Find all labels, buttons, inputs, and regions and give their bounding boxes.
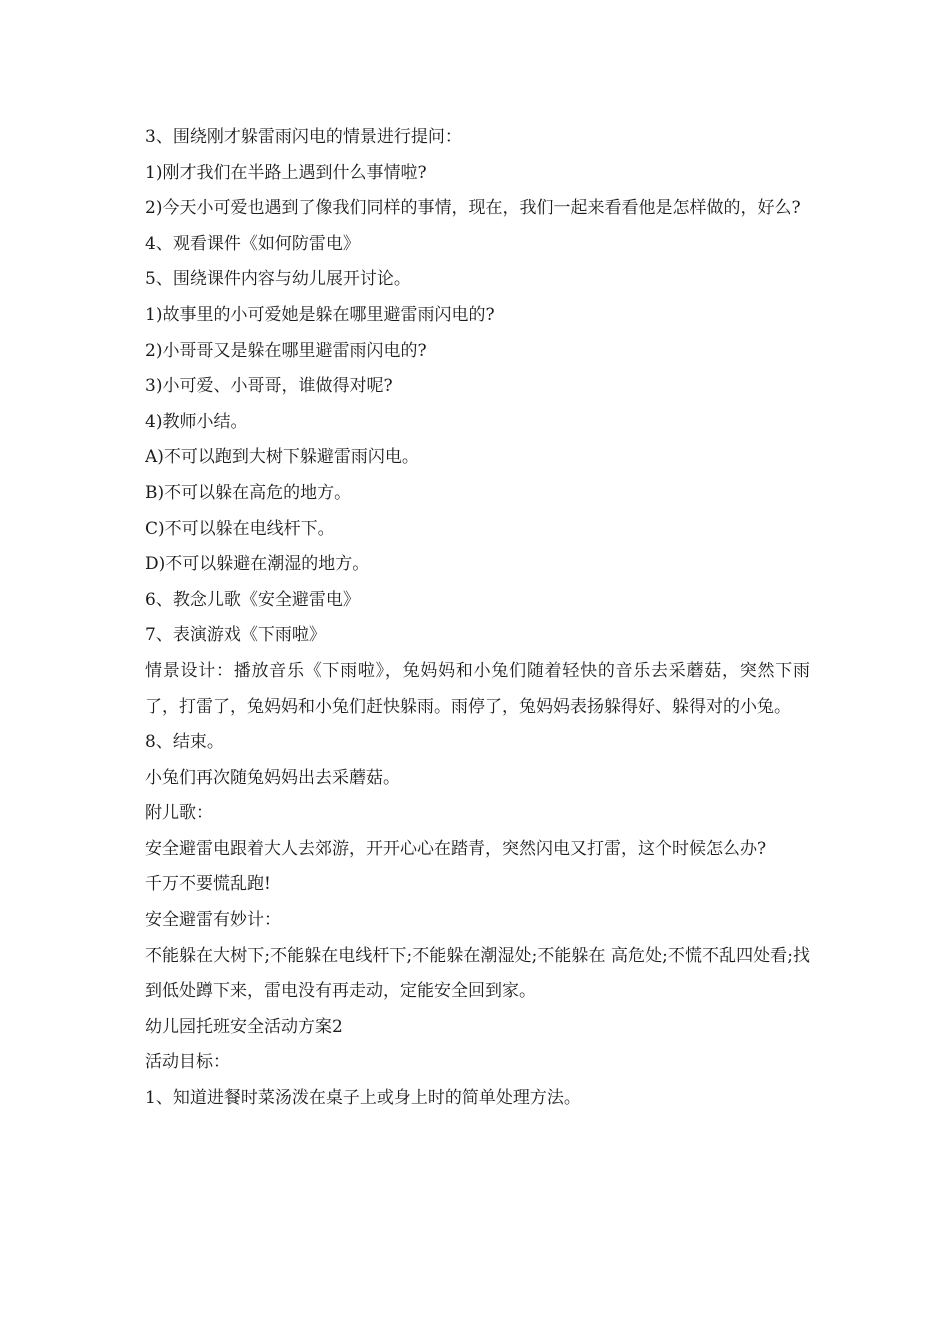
document-body [145,120,810,1117]
step-6-heading: 6、教念儿歌《安全避雷电》 [145,589,360,610]
song-line-3: 安全避雷有妙计： [145,910,281,931]
scene-design-paragraph: 情景设计：播放音乐《下雨啦》，兔妈妈和小兔们随着轻快的音乐去采蘑菇，突然下雨了，打雷了，兔妈妈和小兔们赶快躲雨。雨停了，兔妈妈表扬躲得好、躲得对的小兔。 [145,660,810,717]
ending-text: 小兔们再次随兔妈妈出去采蘑菇。 [145,767,400,788]
question-2: 2)今天小可爱也遇到了像我们同样的事情，现在，我们一起来看看他是怎样做的，好么? [145,198,801,219]
step-3-heading: 3、围绕刚才躲雷雨闪电的情景进行提问： [145,127,462,147]
summary-c: C)不可以躲在电线杆下。 [145,518,335,539]
discussion-2: 2)小哥哥又是躲在哪里避雷雨闪电的? [145,340,427,361]
summary-d: D)不可以躲避在潮湿的地方。 [145,554,370,575]
step-5-heading: 5、围绕课件内容与幼儿展开讨论。 [145,269,411,290]
song-line-2: 千万不要慌乱跑! [145,874,271,895]
appendix-heading: 附儿歌： [145,803,213,824]
step-4-heading: 4、观看课件《如何防雷电》 [145,233,360,254]
step-8-heading: 8、结束。 [145,732,224,753]
objective-1: 1、知道进餐时菜汤泼在桌子上或身上时的简单处理方法。 [145,1088,581,1109]
summary-b: B)不可以躲在高危的地方。 [145,482,352,503]
discussion-4: 4)教师小结。 [145,411,248,432]
objectives-heading: 活动目标： [145,1052,230,1073]
discussion-1: 1)故事里的小可爱她是躲在哪里避雷雨闪电的? [145,304,495,325]
step-7-heading: 7、表演游戏《下雨啦》 [145,625,326,646]
song-paragraph-1: 安全避雷电跟着大人去郊游，开开心心在踏青，突然闪电又打雷，这个时候怎么办? [145,838,767,859]
section-2-title: 幼儿园托班安全活动方案2 [145,1016,343,1037]
question-1: 1)刚才我们在半路上遇到什么事情啦? [145,162,427,183]
song-paragraph-4: 不能躲在大树下;不能躲在电线杆下;不能躲在潮湿处;不能躲在 高危处;不慌不乱四处看;找到低处蹲下来，雷电没有再走动，定能安全回到家。 [145,945,810,1002]
discussion-3: 3)小可爱、小哥哥，谁做得对呢? [145,376,393,397]
summary-a: A)不可以跑到大树下躲避雷雨闪电。 [145,447,419,468]
